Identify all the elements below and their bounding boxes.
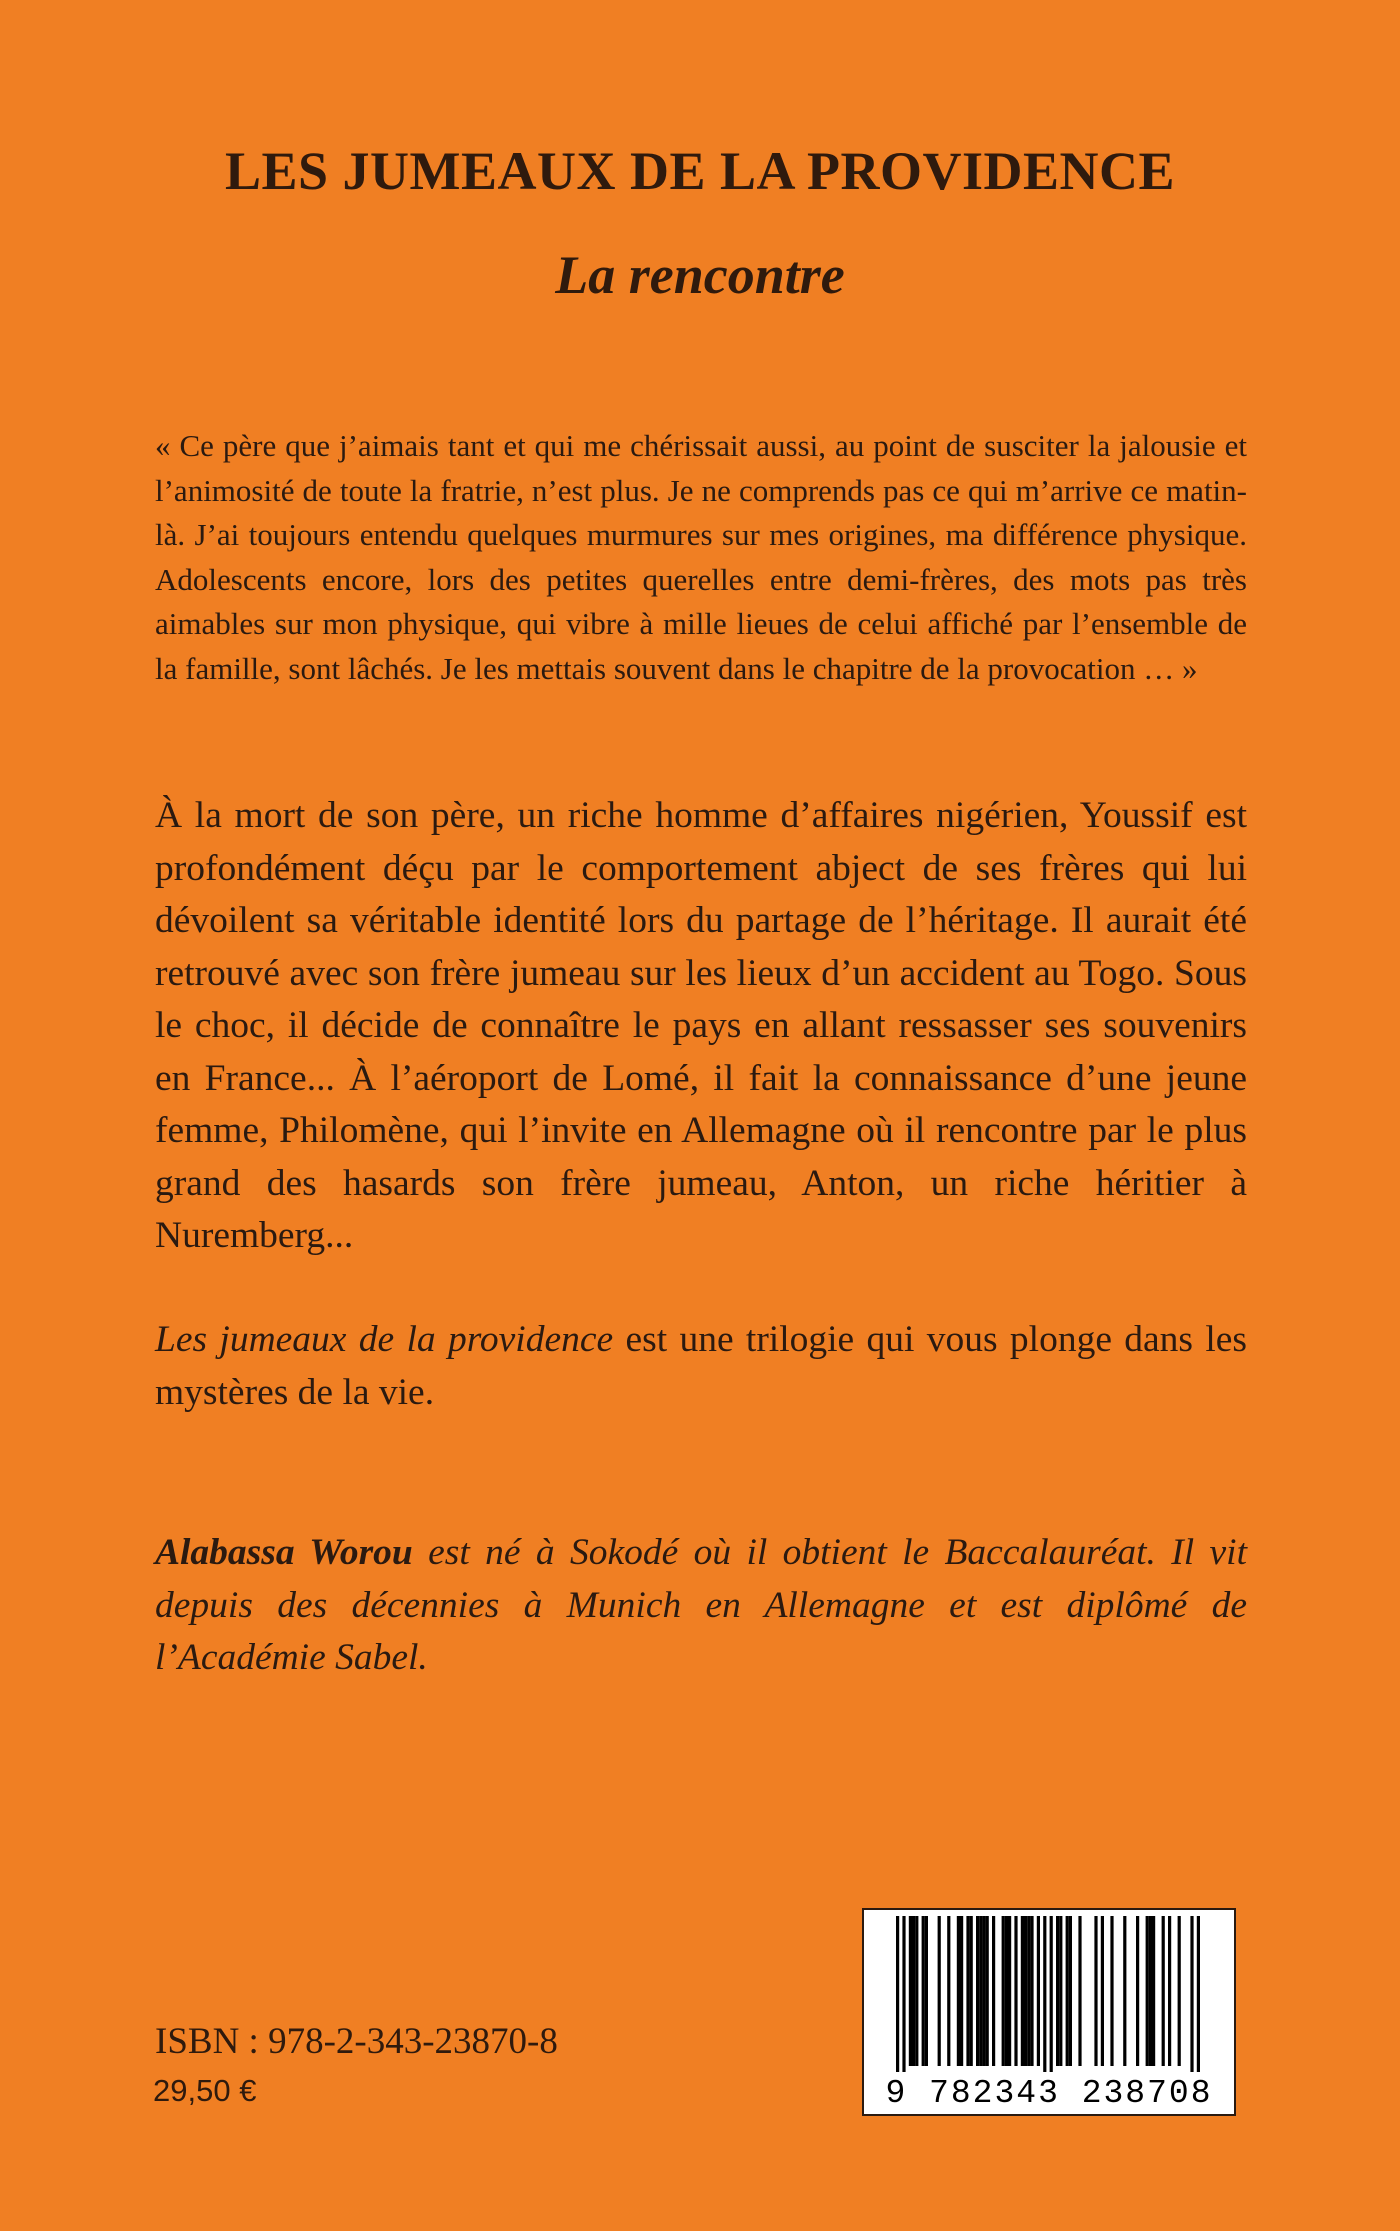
barcode-bar — [1027, 1916, 1030, 2066]
barcode-bar — [1066, 1916, 1069, 2066]
barcode-bar — [912, 1916, 915, 2066]
barcode-bar — [925, 1916, 928, 2066]
barcode-bar — [1056, 1916, 1059, 2066]
barcode-bar — [1178, 1916, 1181, 2066]
barcode-bar — [1123, 1916, 1126, 2066]
barcode-bar — [896, 1916, 899, 2072]
barcode — [862, 1908, 1236, 2116]
barcode-bar — [1197, 1916, 1200, 2072]
author-bio-text: est né à Sokodé où il obtient le Baccalauréat. Il vit depuis des décennies à Munich en Allemagne et est diplômé de l’Académie Sabel. — [155, 1532, 1247, 1678]
author-name: Alabassa Worou — [155, 1532, 413, 1573]
barcode-bar — [902, 1916, 905, 2072]
barcode-bar — [1021, 1916, 1024, 2066]
barcode-bar — [1101, 1916, 1104, 2066]
barcode-bar — [1030, 1916, 1033, 2066]
barcode-bar — [976, 1916, 979, 2066]
barcode-bar — [922, 1916, 925, 2066]
barcode-bar — [1008, 1916, 1011, 2066]
barcode-bar — [982, 1916, 985, 2066]
barcode-bar — [970, 1916, 973, 2066]
barcode-bar — [1043, 1916, 1046, 2072]
barcode-bar — [1168, 1916, 1171, 2066]
barcode-bar — [1002, 1916, 1005, 2066]
barcode-bars — [866, 1912, 1232, 2072]
barcode-bar — [1162, 1916, 1165, 2066]
barcode-bar — [1005, 1916, 1008, 2066]
barcode-bar — [909, 1916, 912, 2066]
plot-summary: À la mort de son père, un riche homme d’affaires nigérien, Youssif est profondément déçu par le comportement abject de ses frères qui lui dévoilent sa véritable identité lors du partage de l’héritage. Il aurait été retrouvé avec son frère jumeau sur les lieux d’un accident au Togo. Sous le choc, il décide de connaître le pays en allant ressasser ses souvenirs en France... À l’aéroport de Lomé, il fait la connaissance d’une jeune femme, Philomène, qui l’invite en Allemagne où il rencontre par le plus grand des hasards son frère jumeau, Anton, un riche héritier à Nuremberg... — [155, 795, 1247, 1256]
barcode-bar — [1146, 1916, 1149, 2066]
barcode-bar — [1094, 1916, 1097, 2066]
barcode-bar — [957, 1916, 960, 2066]
trilogy-text: est une trilogie qui vous plonge dans les mystères de la vie. — [155, 1319, 1247, 1413]
barcode-bar — [979, 1916, 982, 2066]
barcode-bar — [947, 1916, 950, 2066]
author-bio — [155, 1527, 1247, 1685]
barcode-bar — [1136, 1916, 1139, 2066]
trilogy-note — [155, 1314, 1247, 1419]
barcode-bar — [1149, 1916, 1152, 2066]
barcode-bar — [938, 1916, 941, 2066]
price: 29,50 € — [153, 2073, 257, 2108]
book-title: LES JUMEAUX DE LA PROVIDENCE — [224, 141, 1176, 201]
barcode-bar — [1024, 1916, 1027, 2066]
barcode-bar — [960, 1916, 963, 2066]
barcode-bar — [1152, 1916, 1155, 2066]
isbn: ISBN : 978-2-343-23870-8 — [155, 2021, 558, 2062]
barcode-bar — [986, 1916, 989, 2066]
barcode-bar — [1014, 1916, 1017, 2066]
barcode-digits: 9 782343 238708 — [885, 2075, 1213, 2112]
barcode-bar — [915, 1916, 918, 2066]
barcode-bar — [1050, 1916, 1053, 2072]
barcode-bar — [1190, 1916, 1193, 2072]
barcode-bar — [966, 1916, 969, 2066]
barcode-bar — [1069, 1916, 1072, 2066]
book-subtitle: La rencontre — [555, 245, 845, 305]
barcode-bar — [1078, 1916, 1081, 2066]
excerpt-quote: « Ce père que j’aimais tant et qui me chérissait aussi, au point de susciter la jalousie et l’animosité de toute la fratrie, n’est plus. Je ne comprends pas ce qui m’arrive ce matin-là. J’ai toujours entendu quelques murmures sur mes origines, ma différence physique. Adolescents encore, lors des petites querelles entre demi-frères, des mots pas très aimables sur mon physique, qui vibre à mille lieues de celui affiché par l’ensemble de la famille, sont lâchés. Je les mettais souvent dans le chapitre de la provocation … » — [155, 428, 1247, 686]
barcode-bar — [1037, 1916, 1040, 2066]
trilogy-title: Les jumeaux de la providence — [155, 1319, 614, 1360]
barcode-bar — [1110, 1916, 1113, 2066]
barcode-bar — [1059, 1916, 1062, 2066]
barcode-bar — [992, 1916, 995, 2066]
